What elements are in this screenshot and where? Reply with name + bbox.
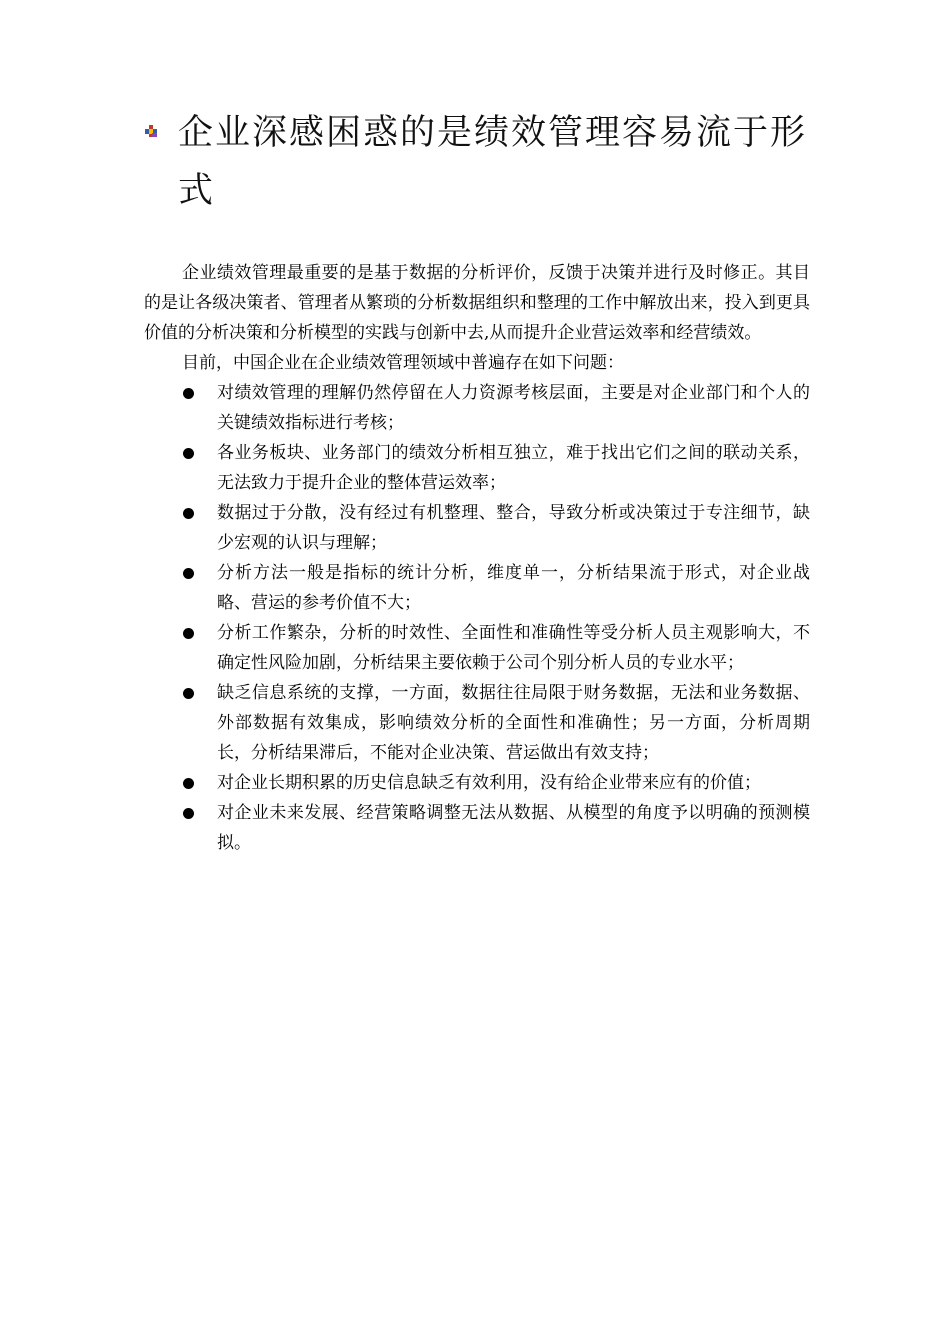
heading-title: 企业深感困惑的是绩效管理容易流于形式 (178, 113, 808, 211)
colored-square-bullet-icon (144, 124, 158, 138)
list-item (144, 498, 810, 558)
list-item-text: 各业务板块、业务部门的绩效分析相互独立，难于找出它们之间的联动关系，无法致力于提升企业的整体营运效率； (217, 443, 810, 493)
intro-paragraph: 企业绩效管理最重要的是基于数据的分析评价，反馈于决策并进行及时修正。其目的是让各级决策者、管理者从繁琐的分析数据组织和整理的工作中解放出来，投入到更具价值的分析决策和分析模型的实践与创新中去,从而提升企业营运效率和经营绩效。 (144, 263, 810, 343)
list-item-text: 缺乏信息系统的支撑，一方面，数据往往局限于财务数据，无法和业务数据、外部数据有效集成，影响绩效分析的全面性和准确性；另一方面，分析周期长，分析结果滞后，不能对企业决策、营运做出有效支持； (217, 683, 810, 763)
list-item-text: 对企业未来发展、经营策略调整无法从数据、从模型的角度予以明确的预测模拟。 (217, 803, 810, 853)
problem-list (144, 378, 810, 858)
bullet-dot-icon (183, 508, 194, 519)
list-item (144, 618, 810, 678)
list-item-text: 数据过于分散，没有经过有机整理、整合，导致分析或决策过于专注细节，缺少宏观的认识与理解； (217, 503, 810, 553)
bullet-dot-icon (183, 628, 194, 639)
list-item (144, 798, 810, 858)
bullet-dot-icon (183, 808, 194, 819)
list-item (144, 438, 810, 498)
list-item-text: 分析工作繁杂，分析的时效性、全面性和准确性等受分析人员主观影响大，不确定性风险加剧，分析结果主要依赖于公司个别分析人员的专业水平； (217, 623, 810, 673)
section-heading (144, 104, 824, 220)
list-item-text: 分析方法一般是指标的统计分析，维度单一，分析结果流于形式，对企业战略、营运的参考价值不大； (217, 563, 810, 613)
bullet-dot-icon (183, 448, 194, 459)
list-item (144, 378, 810, 438)
bullet-dot-icon (183, 388, 194, 399)
bullet-dot-icon (183, 568, 194, 579)
list-item (144, 558, 810, 618)
list-item-text: 对绩效管理的理解仍然停留在人力资源考核层面，主要是对企业部门和个人的关键绩效指标进行考核； (217, 383, 810, 433)
document-body (144, 258, 810, 858)
problem-intro-paragraph: 目前，中国企业在企业绩效管理领域中普遍存在如下问题： (182, 353, 624, 373)
bullet-dot-icon (183, 778, 194, 789)
list-item (144, 768, 810, 798)
bullet-dot-icon (183, 688, 194, 699)
list-item-text: 对企业长期积累的历史信息缺乏有效利用，没有给企业带来应有的价值； (217, 773, 761, 793)
list-item (144, 678, 810, 768)
